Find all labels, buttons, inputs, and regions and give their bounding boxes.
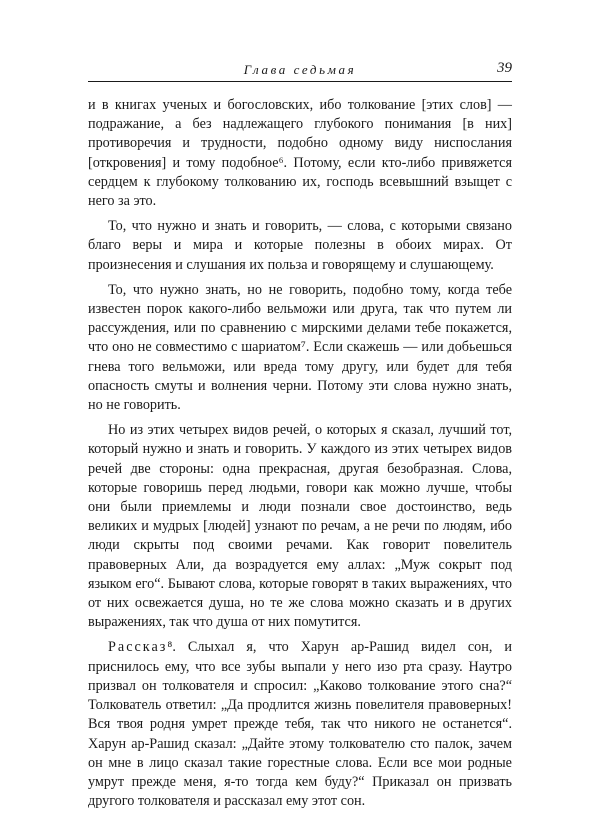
- story-text: ⁸. Слыхал я, что Харун ар-Рашид видел сон, и приснилось ему, что все зубы выпали у него изо рта сразу. Наутро призвал он толкователя и спросил: „Каково толкование этого сна?“ Толкователь ответил: „Да продлится жизнь повелителя правоверных! Вся твоя родня умрет прежде тебя, так что никого не останется“. Харун ар-Рашид сказал: „Дайте этому толкователю сто палок, зачем он мне в лицо сказал такие горестные слова. Если все мои родные умрут прежде меня, я-то тогда кем буду?“ Приказал он призвать другого толкователя и рассказал ему этот сон.: [88, 639, 512, 810]
- paragraph-best-speech: Но из этих четырех видов речей, о которых я сказал, лучший тот, который нужно и знать и говорить. У каждого из этих четырех видов речей две стороны: одна прекрасная, другая безобразная. Слова, которые говоришь перед людьми, говори как можно лучше, чтобы они были приемлемы и люди познали свое достоинство, ведь великих и мудрых [людей] узнают по речам, а не речи по людям, ибо люди скрыты под своими речами. Как говорит повелитель правоверных Али, да возрадуется ему аллах: „Муж сокрыт под языком его“. Бывают слова, которые говорят в таких выражениях, что от них освежается душа, но те же слова можно сказать и в других выражениях, так что душа от них помутится.: [88, 422, 512, 631]
- paragraph-story: [88, 638, 512, 811]
- chapter-title: Глава седьмая: [243, 62, 357, 77]
- paragraph-know-not-say: То, что нужно знать, но не говорить, подобно тому, когда тебе известен порок какого-либо вельможи или друга, так что путем ли рассуждения, или по сравнению с мирскими делами тебе покажется, что оно не совместимо с шариатом⁷. Если скажешь — или добьешься гнева того вельможи, или вреда тому другу, или будет для тебя опасность смуты и волнения черни. Потому эти слова нужно знать, но не говорить.: [88, 281, 512, 414]
- paragraph-continuation: и в книгах ученых и богословских, ибо толкование [этих слов] — подражание, а без надлежащего глубокого понимания [в них] противоречия и трудности, подобно одному виду ниспослания [откровения] и тому подобное⁶. Потому, если кто-либо привяжется сердцем к глубокому толкованию их, господь всевышний взыщет с него за это.: [88, 97, 512, 210]
- paragraph-know-and-say: То, что нужно и знать и говорить, — слова, с которыми связано благо веры и мира и которые полезны в обоих мирах. От произнесения и слушания их польза и говорящему и слушающему.: [88, 218, 512, 273]
- running-header: [88, 60, 512, 82]
- header-rule: [88, 81, 512, 82]
- page-number: 39: [497, 60, 512, 76]
- page-body: [88, 96, 512, 817]
- story-lead-word: Рассказ: [108, 639, 168, 656]
